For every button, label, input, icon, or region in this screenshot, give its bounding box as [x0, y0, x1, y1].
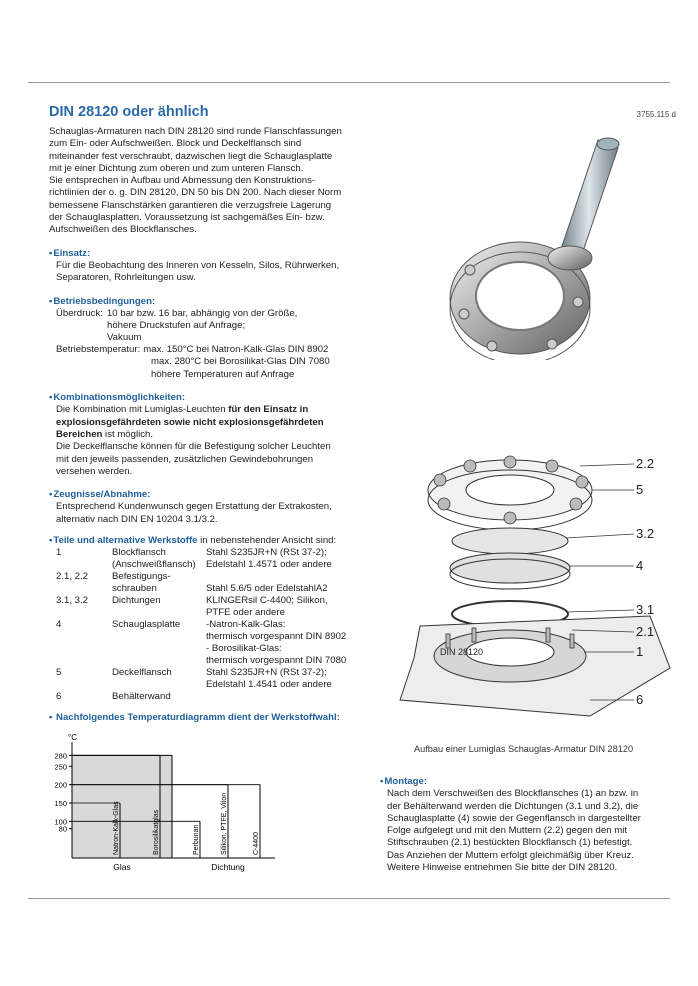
intro-paragraph [49, 126, 367, 237]
body-line: Für die Beobachtung des Inneren von Kesseln, Silos, Rührwerken, [56, 259, 340, 271]
part-material [206, 571, 346, 583]
part-number: 1 [56, 547, 62, 559]
group-label: Glas [113, 862, 131, 872]
bullet-icon: • [49, 392, 53, 404]
sight-glass-photo [448, 130, 638, 360]
parts-row [56, 595, 346, 607]
part-material: thermisch vorgespannt DIN 8902 [206, 631, 347, 643]
intro-line: Sie entsprechen in Aufbau und Abmessung den Konstruktions- [49, 175, 316, 187]
section-zeugnisse [49, 489, 367, 526]
body-text-bold: für den Einsatz in [228, 404, 309, 416]
bullet-icon: • [49, 535, 53, 547]
section-heading: Betriebsbedingungen: [53, 295, 156, 307]
category-label: Borosilikatglas [153, 809, 160, 855]
part-material: Stahl S235JR+N (RSt 37-2); [206, 547, 327, 559]
y-tick-label: 80 [58, 824, 67, 834]
parts-table [56, 547, 346, 703]
temperature-value: max. 280°C bei Borosilikat-Glas DIN 7080 [151, 356, 330, 368]
part-name [112, 643, 206, 655]
y-tick-label: 250 [54, 762, 67, 772]
part-material: Edelstahl 1.4541 oder andere [206, 679, 332, 691]
body-line: Folge aufgelegt und mit den Muttern (2.2) gegen den mit [387, 825, 627, 837]
parts-row [56, 679, 346, 691]
figure-caption: Aufbau einer Lumiglas Schauglas-Armatur DIN 28120 [414, 744, 634, 754]
lamp-mount [548, 246, 592, 270]
part-number: 4 [56, 619, 62, 631]
category-label: Natron-Kalk-Glas [113, 801, 120, 855]
part-material: - Borosilikat-Glas: [206, 643, 282, 655]
part-name [112, 631, 206, 643]
bullet-icon: • [49, 295, 53, 307]
part-name [112, 679, 206, 691]
body-line: der Behälterwand werden die Dichtungen (3.1 und 3.2), die [387, 800, 639, 812]
part-name: Blockflansch [112, 547, 166, 559]
section-heading: Zeugnisse/Abnahme: [53, 489, 151, 501]
body-line: Die Deckelflansche können für die Befestigung solcher Leuchten [56, 441, 331, 453]
part-material: PTFE oder andere [206, 607, 285, 619]
section-montage [380, 776, 676, 874]
parts-row [56, 559, 346, 571]
temperature-value: max. 150°C bei Natron-Kalk-Glas DIN 8902 [143, 344, 329, 356]
pressure-value: 10 bar bzw. 16 bar, abhängig von der Größe, [106, 307, 298, 319]
section-body [56, 404, 367, 478]
part-material [206, 691, 346, 703]
part-material: Stahl S235JR+N (RSt 37-2); [206, 667, 327, 679]
part-number [56, 607, 112, 619]
gasket-upper [452, 528, 568, 554]
section-heading: Montage: [384, 776, 427, 787]
label-1: 1 [636, 644, 644, 659]
part-name: Schauglasplatte [112, 619, 181, 631]
part-number [56, 583, 112, 595]
glass-plate [450, 553, 570, 583]
pressure-value: höhere Druckstufen auf Anfrage; [107, 319, 246, 331]
parts-row [56, 655, 346, 667]
y-tick-label: 150 [54, 799, 67, 808]
bullet-icon: • [380, 776, 384, 787]
y-tick-label: 100 [54, 817, 67, 827]
category-label: Perbunan [193, 824, 200, 855]
bullet-icon: • [49, 489, 53, 501]
intro-line: bemessene Flanschstärken garantieren die verzugsfreie Lagerung [49, 199, 332, 211]
parts-row [56, 571, 346, 583]
part-number: 6 [56, 691, 62, 703]
body-line: Nach dem Verschweißen des Blockflansches (1) an bzw. in [387, 788, 639, 800]
part-material: Edelstahl 1.4571 oder andere [206, 559, 332, 571]
part-number [56, 559, 112, 571]
part-name: Behälterwand [112, 691, 171, 703]
part-name: schrauben [112, 583, 157, 595]
body-line: mit den jeweils passenden, zusätzlichen Gewindebohrungen [56, 453, 314, 465]
intro-line: mit je einer Dichtung zum oberen und zum unteren Flansch. [49, 162, 304, 174]
part-name [112, 655, 206, 667]
intro-line: richtlinien der o. g. DIN 28120, DN 50 bis DN 200. Nach dieser Norm [49, 187, 342, 199]
parts-row [56, 607, 346, 619]
body-text-bold: Bereichen [56, 428, 103, 440]
part-name: Dichtungen [112, 595, 161, 607]
label-5: 5 [636, 482, 644, 497]
body-line: versehen werden. [56, 465, 133, 477]
section-heading: Kombinationsmöglichkeiten: [53, 392, 186, 404]
label-4: 4 [636, 558, 644, 573]
body-line: Weitere Hinweise entnehmen Sie bitte der DIN 28120. [387, 862, 618, 874]
section-teile [49, 535, 367, 703]
y-axis-label: °C [68, 733, 77, 742]
part-number [56, 655, 112, 667]
temperature-table [56, 344, 328, 356]
label-2-1: 2.1 [636, 624, 655, 639]
y-tick-label: 280 [54, 751, 67, 761]
category-label: Silikon, PTFE, Viton [221, 792, 228, 855]
group-label: Dichtung [211, 862, 245, 872]
left-column [49, 126, 367, 725]
part-name: Befestigungs- [112, 571, 171, 583]
bottom-rule [28, 898, 670, 899]
part-number: 5 [56, 667, 62, 679]
temperature-chart [40, 730, 280, 880]
parts-row [56, 631, 346, 643]
parts-row [56, 547, 346, 559]
part-number [56, 631, 112, 643]
section-einsatz [49, 248, 367, 285]
temperature-value: höhere Temperaturen auf Anfrage [151, 368, 295, 380]
label-3-1: 3.1 [636, 602, 655, 617]
part-name: (Anschweißflansch) [112, 559, 196, 571]
part-material: Stahl 5.6/5 oder EdelstahlA2 [206, 583, 328, 595]
section-body [56, 260, 367, 285]
part-name [112, 607, 206, 619]
body-line: Entsprechend Kundenwunsch gegen Erstattung der Extrakosten, [56, 501, 332, 513]
temperature-diagram-heading: • Nachfolgendes Temperaturdiagramm dient der Werkstoffwahl: [49, 712, 340, 724]
operating-conditions-table [56, 308, 297, 320]
intro-line: Schauglas-Armaturen nach DIN 28120 sind runde Flanschfassungen [49, 126, 342, 137]
section-heading: Einsatz: [53, 247, 91, 259]
pressure-label: Überdruck: [56, 307, 103, 319]
parts-row [56, 643, 346, 655]
part-number: 3.1, 3.2 [56, 595, 89, 607]
bullet-icon: • [49, 712, 53, 724]
section-body [387, 788, 676, 874]
document-number: 3755.115 d [636, 110, 676, 119]
top-rule [28, 82, 670, 83]
y-tick-label: 200 [54, 780, 67, 790]
parts-row [56, 691, 346, 703]
intro-line: miteinander fest verschraubt, dazwischen liegt die Schauglasplatte [49, 150, 333, 162]
section-body [56, 501, 367, 526]
body-text: ist möglich. [102, 428, 154, 440]
exploded-assembly-drawing [380, 438, 680, 738]
intro-line: der Schauglasplatten. Voraussetzung ist sachgemäßes Ein- bzw. [49, 212, 325, 224]
part-material: thermisch vorgespannt DIN 7080 [206, 655, 347, 667]
parts-row [56, 619, 346, 631]
bullet-icon: • [49, 247, 53, 259]
section-heading-rest: in nebenstehender Ansicht sind: [197, 535, 337, 547]
parts-row [56, 667, 346, 679]
parts-row [56, 583, 346, 595]
page-title: DIN 28120 oder ähnlich [49, 104, 209, 120]
body-text: Die Kombination mit Lumiglas-Leuchten [56, 404, 229, 416]
body-line: Schauglasplatte (4) sowie der Gegenflansch in dargestellter [387, 812, 641, 824]
part-material: -Natron-Kalk-Glas: [206, 619, 286, 631]
body-line: Separatoren, Rohrleitungen usw. [56, 272, 196, 284]
body-line: alternativ nach DIN EN 10204 3.1/3.2. [56, 513, 218, 525]
body-line: Stiftschrauben (2.1) bestückten Blockflansch (1) befestigt. [387, 837, 633, 849]
part-number: 2.1, 2.2 [56, 571, 89, 583]
lamp-body [560, 140, 618, 260]
body-line: Das Anziehen der Muttern erfolgt gleichmäßig über Kreuz. [387, 849, 634, 861]
category-label: C-4400 [253, 832, 260, 855]
section-betrieb [49, 296, 367, 381]
part-number [56, 679, 112, 691]
section-heading: Teile und alternative Werkstoffe [53, 535, 198, 547]
label-6: 6 [636, 692, 644, 707]
intro-line: zum Ein- oder Aufschweißen. Block und Deckelflansch sind [49, 138, 302, 150]
intro-line: Aufschweißen des Blockflansches. [49, 224, 197, 236]
part-number [56, 643, 112, 655]
part-material: KLINGERsil C-4400; Silikon, [206, 595, 328, 607]
label-3-2: 3.2 [636, 526, 655, 541]
pressure-value: Vakuum [107, 332, 142, 344]
temperature-label: Betriebstemperatur: [56, 344, 141, 356]
part-name: Deckelflansch [112, 667, 172, 679]
din-engraving: DIN 28120 [440, 647, 484, 657]
glass-window [476, 262, 564, 330]
label-2-2: 2.2 [636, 456, 655, 471]
section-kombination [49, 392, 367, 478]
body-text-bold: explosionsgefährdeten sowie nicht explosionsgefährdeten [56, 416, 324, 428]
